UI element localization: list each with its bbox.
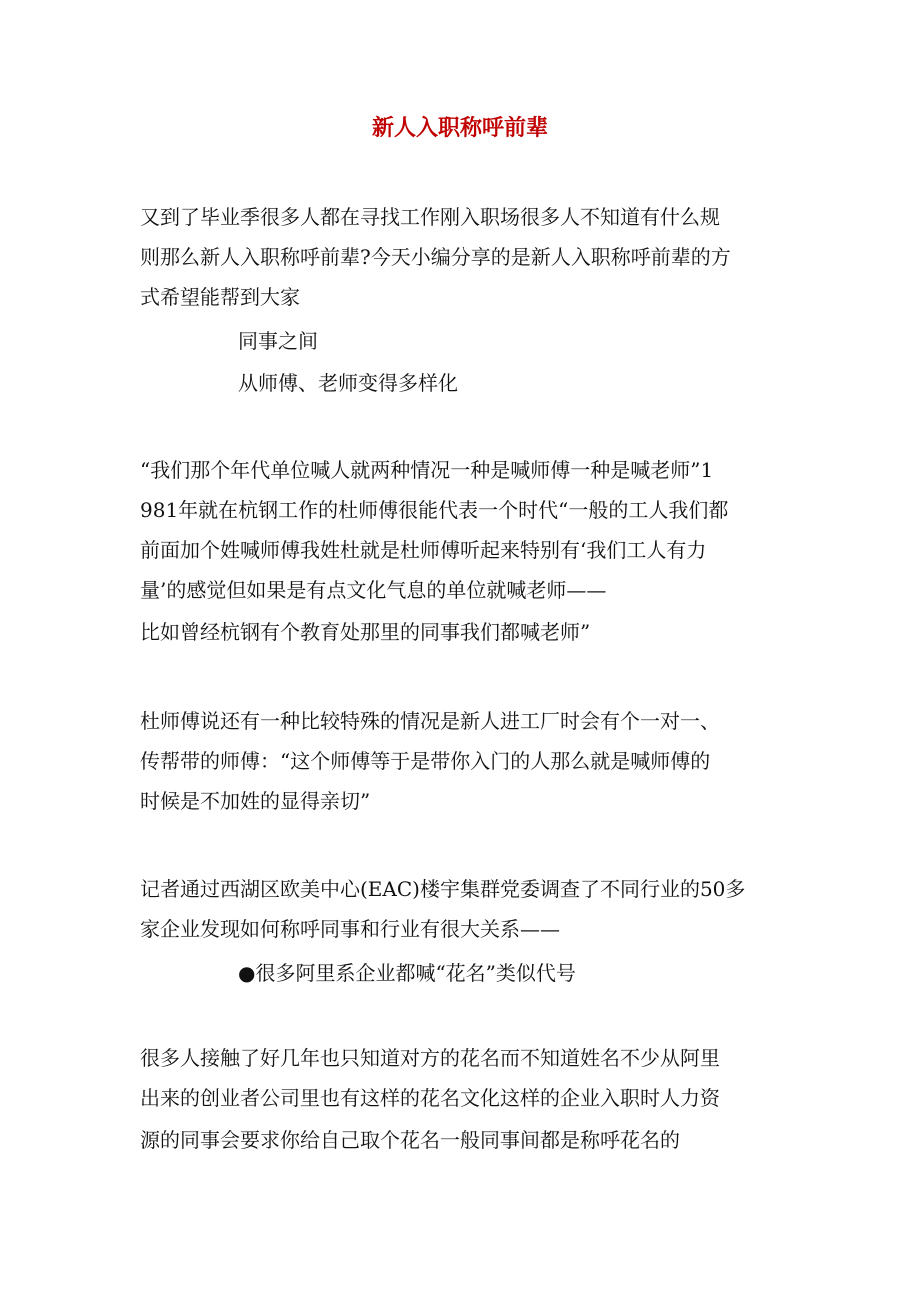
paragraph-line: 则那么新人入职称呼前辈?今天小编分享的是新人入职称呼前辈的方 bbox=[140, 245, 731, 269]
paragraph-line: 981年就在杭钢工作的杜师傅很能代表一个时代“一般的工人我们都 bbox=[140, 498, 729, 522]
section-heading: 同事之间 bbox=[238, 329, 318, 353]
bullet-item: ●很多阿里系企业都喊“花名”类似代号 bbox=[238, 961, 576, 985]
paragraph-line: 记者通过西湖区欧美中心(EAC)楼宇集群党委调查了不同行业的50多 bbox=[140, 877, 746, 901]
paragraph-line: 前面加个姓喊师傅我姓杜就是杜师傅听起来特别有‘我们工人有力 bbox=[140, 538, 707, 562]
paragraph-line: 出来的创业者公司里也有这样的花名文化这样的企业入职时人力资 bbox=[140, 1086, 720, 1110]
paragraph-line: 量’的感觉但如果是有点文化气息的单位就喊老师—— bbox=[140, 578, 607, 602]
paragraph-line: 很多人接触了好几年也只知道对方的花名而不知道姓名不少从阿里 bbox=[140, 1046, 720, 1070]
paragraph-line: 时候是不加姓的显得亲切” bbox=[140, 789, 371, 813]
document-title: 新人入职称呼前辈 bbox=[371, 115, 548, 141]
paragraph-line: 源的同事会要求你给自己取个花名一般同事间都是称呼花名的 bbox=[140, 1128, 680, 1152]
paragraph-line: 又到了毕业季很多人都在寻找工作刚入职场很多人不知道有什么规 bbox=[140, 205, 720, 229]
paragraph-line: 家企业发现如何称呼同事和行业有很大关系—— bbox=[140, 917, 560, 941]
paragraph-line: 杜师傅说还有一种比较特殊的情况是新人进工厂时会有个一对一、 bbox=[140, 709, 720, 733]
section-subheading: 从师傅、老师变得多样化 bbox=[238, 371, 458, 395]
paragraph-line: 式希望能帮到大家 bbox=[140, 285, 300, 309]
paragraph-line: 传帮带的师傅：“这个师傅等于是带你入门的人那么就是喊师傅的 bbox=[140, 749, 711, 773]
paragraph-line: 比如曾经杭钢有个教育处那里的同事我们都喊老师” bbox=[140, 620, 591, 644]
paragraph-line: “我们那个年代单位喊人就两种情况一种是喊师傅一种是喊老师”1 bbox=[140, 458, 714, 482]
